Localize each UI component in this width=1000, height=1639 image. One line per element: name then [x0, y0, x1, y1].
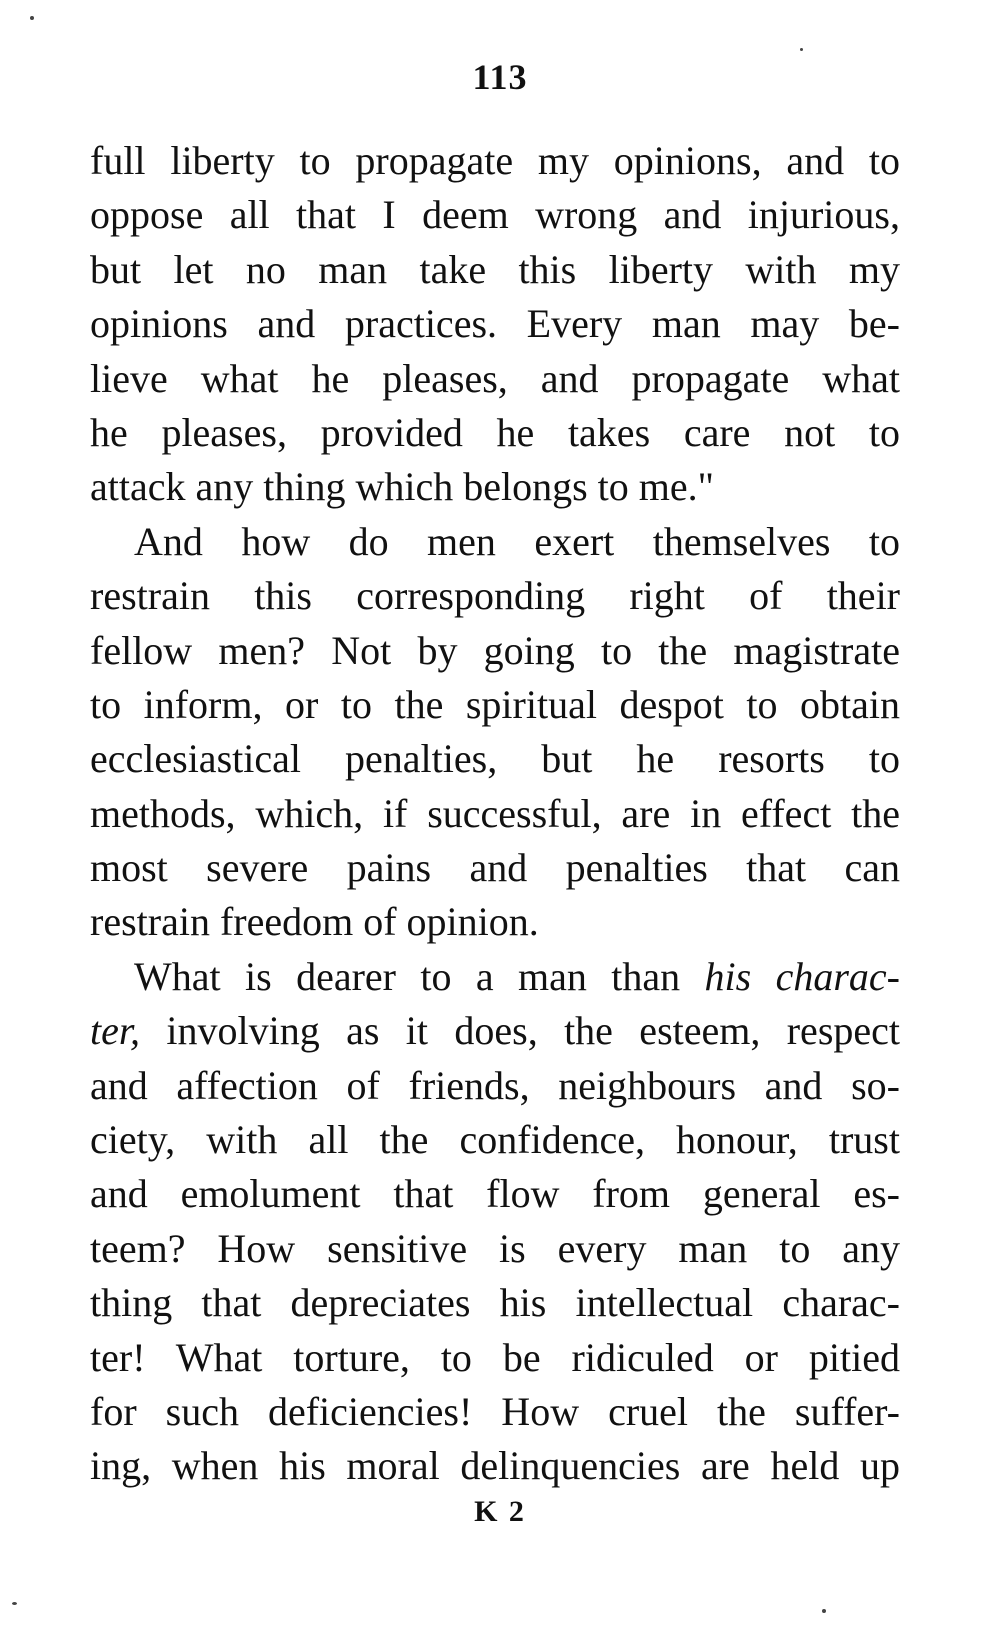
signature-mark: K 2 — [474, 1495, 526, 1528]
scan-speck — [822, 1609, 826, 1613]
text-line: opinions and practices. Every man may be- — [90, 301, 900, 347]
text-line — [90, 1004, 900, 1058]
text-line: ecclesiastical penalties, but he resorts to — [90, 736, 900, 782]
text-run: involving as it does, the esteem, respect — [140, 1008, 900, 1054]
scan-speck — [800, 48, 803, 51]
text-line: oppose all that I deem wrong and injurious, — [90, 192, 900, 238]
italic-run: ter, — [90, 1008, 140, 1054]
text-line: attack any thing which belongs to me." — [90, 464, 714, 510]
text-line: and affection of friends, neighbours and so- — [90, 1062, 900, 1108]
text-line: to inform, or to the spiritual despot to obtain — [90, 681, 900, 727]
text-line: full liberty to propagate my opinions, and to — [90, 138, 900, 183]
text-line: and emolument that flow from general es- — [90, 1171, 900, 1217]
text-line: ciety, with all the confidence, honour, trust — [90, 1117, 900, 1163]
text-line: ing, when his moral delinquencies are held up — [90, 1443, 900, 1489]
text-line: but let no man take this liberty with my — [90, 246, 900, 292]
scan-speck — [30, 16, 34, 20]
text-line: And how do men exert themselves to — [134, 518, 900, 564]
page-number: 113 — [472, 57, 528, 97]
text-line: restrain this corresponding right of their — [90, 573, 900, 619]
text-line: teem? How sensitive is every man to any — [90, 1225, 900, 1271]
text-line: he pleases, provided he takes care not to — [90, 409, 900, 455]
text-line — [90, 950, 900, 1004]
italic-run: his charac- — [704, 953, 900, 999]
text-line: methods, which, if successful, are in effect the — [90, 790, 900, 836]
body-text — [90, 134, 900, 1494]
text-line: lieve what he pleases, and propagate what — [90, 355, 900, 401]
scan-speck — [12, 1602, 17, 1605]
text-run: What is dearer to a man than — [134, 953, 705, 999]
text-line: for such deficiencies! How cruel the suffer- — [90, 1388, 900, 1434]
text-line: most severe pains and penalties that can — [90, 845, 900, 891]
text-line: ter! What torture, to be ridiculed or pitied — [90, 1334, 900, 1380]
text-line: fellow men? Not by going to the magistrate — [90, 627, 900, 673]
text-line: restrain freedom of opinion. — [90, 899, 539, 945]
text-line: thing that depreciates his intellectual charac- — [90, 1280, 900, 1326]
